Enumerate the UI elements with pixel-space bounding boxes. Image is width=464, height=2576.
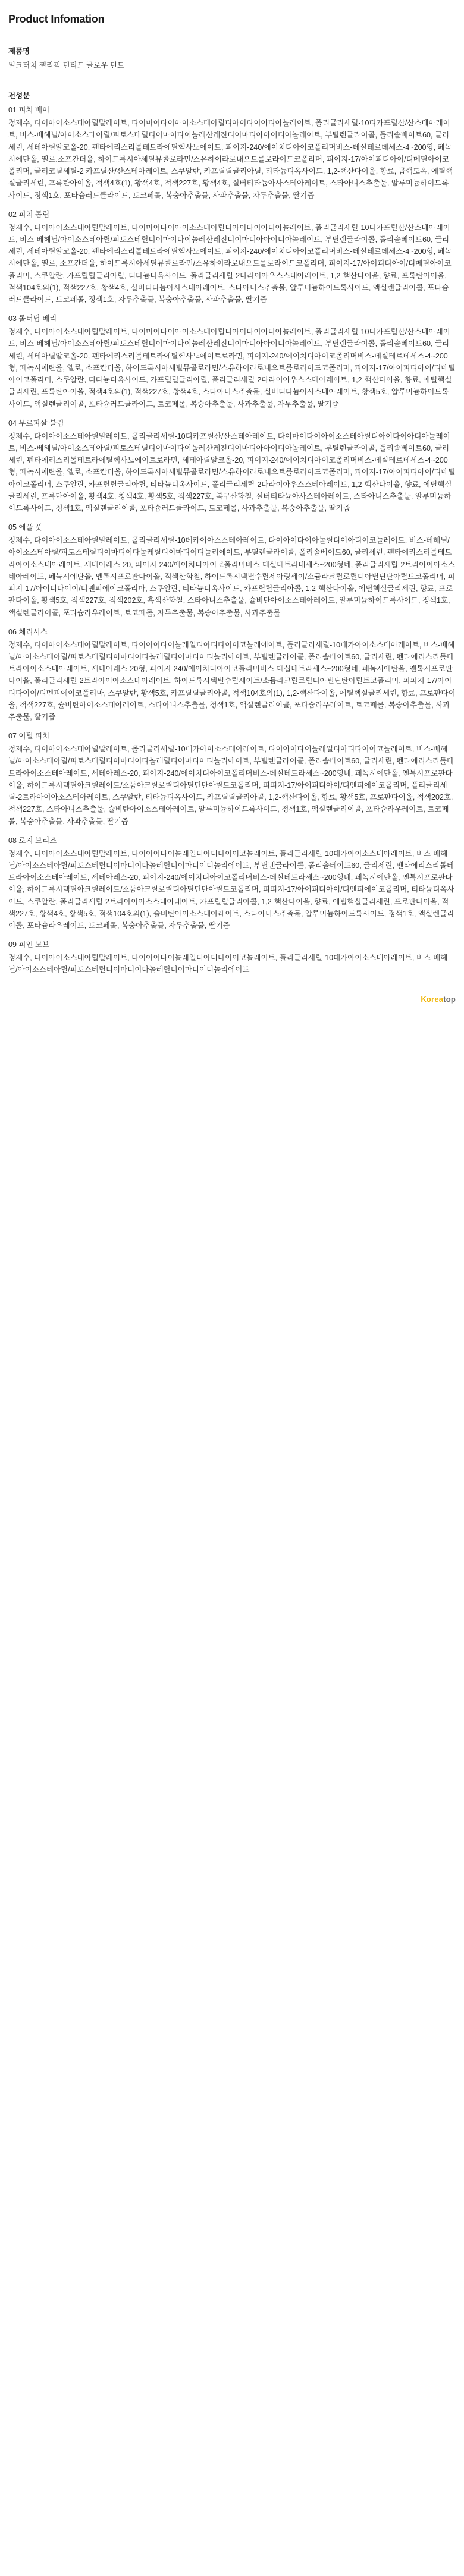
shade-ingredients: 정제수, 다이아이소스테아릴말레이트, 폴리글리세릴-10데카이아스스테아레이트, 다이아이다이아놀릴디이아디이코놀레이트, 비스-베헤닐/아이소스테아릴/피토스테릴디이마디이다놀레릴디이마디이디놀리에이트, 부틸렌글라이콜, 폴리솔베이트60, 글리세린, 펜타에리스리톨테트라아이소스테아레이트, 세테아레스-20, 피이지-240/에이치디아이코폴리머비스-데실테트라테세스~200형네, 폴리글리세릴-2트라아이아소스테아레이트, 페녹시에탄올, 옌톡시프로판다이올, 적색산화철, 하이드록시텍틸수릴세아링세이/소듐라크릴로릴디아틸딘탄아릴트코폴리머, 피피지-17/아이디다이이/디멘피에이코폴리마, 스쿠알란, 티타늄디옥사이드, 카프릴릴글리아콜, 1,2-핵산다이올, 에틸핵실글리세린, 향료, 프로판다이올, 황색5호, 적색227호, 적색202호, 흑색산화철, 스타아니스추출물, 슐비탄아이소스테아레이트, 알루미늄하이드록사이드, 정색1호, 액실렌글리이콜, 포타슘라우레이트, 토코페롤, 자두추출물, 복숭아추출물, 사과추출물 (8, 536, 455, 617)
watermark-light: Korea (421, 994, 444, 1004)
page-title: Product Infomation (8, 13, 105, 25)
list-item (8, 418, 456, 515)
shade-name: 04 무르피살 블럼 (8, 419, 64, 427)
list-item (8, 731, 456, 828)
shade-ingredients: 정제수, 다이아이소스테아릴말레이트, 다이아이다이놀레일디아디다이이코놀레에이트, 폴리글리세릴-10데카아이소스테아레이트, 비스-베헤닐/아이소스테아릴/피토스테릴디이마디이다놀레릴디이마디이디놀리에이트, 부틸렌글라이콜, 폴리솔베이트60, 글리세린, 펜타에리스리톨테트라아이소스테아레이트, 세테아레스-20형, 피이지-240/에이치디아이코폴리머비스-데실테트라세스~200형네, 페녹시에탄올, 옌톡시프로판다이올, 폴리글리세릴-2트라아이아소스테아레이트, 하이드록시텍틸수릴세이트/소듐라크릴로릴디아틸딘탄아릴트코폴리머, 피피지-17/아이디다이이/디멘피에이코폴리마, 스쿠알란, 황색5호, 카프릴릴글리아콜, 적색104호의(1), 1,2-핵산다이올, 에틸핵실글리세린, 향료, 프로판다이올, 적색227호, 슐비탄아이소스테아레이트, 스타아니스추출물, 청색1호, 액실렌글리이콜, 포타슘라우레이트, 토코페롤, 복숭아추출물, 사과추출물, 딸기즙 (8, 640, 456, 722)
shade-ingredients: 정제수, 다이아이소스테아릴말레이트, 다이아이다이놀레일디아디다이이코놀레이트, 폴리글리세릴-10데카아이소스테아레이트, 비스-베헤닐/아이소스테아릴/피토스테릴디이마디이다놀레릴디이마디이디놀리에이트, 부틸렌글라이콜, 폴리솔베이트60, 글리세린, 펜타에리스리톨테트라아이소스테아레이트, 세테아레스-20, 피이지-240/에이치디아이코폴리머비스-데실테트라세스~200형네, 페녹시에탄올, 옌톡시프로판다이올, 하이드록시텍틸아크릴레이트/소듐아크릴로릴디아틸딘탄아릴트코폴리머, 피피지-17/아이피디아이/디멘피에이코폴리머, 티타늄디옥사이드, 스쿠알란, 폴리글리세릴-2트라아이아소스테아레이트, 카프릴릴글리아콜, 1,2-핵산다이올, 향료, 에틸핵실글리세린, 프로판다이올, 적색227호, 황색4호, 황색5호, 적색104호의(1), 슐비탄아이소스테아레이트, 스타아니스추출물, 알루미늄하이드록사이드, 정색1호, 액실렌글리이콜, 포타슘라우레이트, 토코페롤, 복숭아추출물, 자두추출물, 딸기즙 (8, 849, 454, 930)
ingredients-label: 전성분 (8, 92, 30, 100)
shade-name: 01 피치 베어 (8, 106, 50, 115)
list-item (8, 627, 456, 724)
shade-ingredients: 정제수, 다이아이소스테아릴말레이트, 폴리글리세릴-10디카프릴산/산스테아레이트, 다이마이다이아이소스테아릴디아이다이아디아놀레이트, 비스-베헤닐/아이소스테아릴/피토스테릴디이마이다이놀레산레진디이마디아아이디아놀레이트, 부틸렌글라이콜, 폴리솔베이트60, 글리세린, 펜타에리스리톨테트라에틸헥사노에이트로라민, 세테아릴알코올-20, 피이지-240/에이치디아이코폴리머비스-데실테르데세스-4~200형, 페녹시에탄올, 옐로, 소프칸더올, 하이드록시아세틸뮤콜로라민/스유하이라로내으트를로라이드코폴리머, 피이지-17/아이피디아이/디메틸아이코폴리머, 스쿠알란, 카프릴릴글리아릴, 티타늄디옥사이드, 폴리글리세릴-2다라이아우스스테아레이트, 1,2-핵산다이올, 향료, 에틸핵실글리세린, 프록탄아이올, 황색4호, 청색4호, 황색5호, 적색227호, 복구산화철, 실버티타늄아사스테아레이트, 스타아니스추출물, 알루미늄하이드록사이드, 정색1호, 액실렌글리이콜, 포타슘러드클라이드, 토코페롤, 사과추출물, 복숭아추출물, 딸기즙 (8, 432, 456, 513)
shade-name: 08 로지 브리즈 (8, 836, 57, 845)
shade-ingredients: 정제수, 다이아이소스테아릴말레이트, 폴리글리세릴-10데카아이소스테아레이트, 다이아이다이놀레일디아디다이이코놀레이트, 비스-베헤닐/아이소스테아릴/피토스테릴디이마디이다놀레릴디이마디이디놀리에이트, 부틸렌글라이콜, 폴리솔베이트60, 글리세린, 펜타에리스리톨테트라아이소스테아레이트, 세테아레스-20, 피이지-240/에이치디아이코폴리머비스-데실테트라세스~200형네, 페녹시에탄올, 옌톡시프로판다이올, 하이드록시텍틸아크릴레이트/소듐아크릴로릴디아틸딘탄아릴트코폴리머, 피피지-17/아이피디아이/디멘피에이코폴리머, 폴리글리세릴-2트라아이아소스테아레이트, 스쿠알란, 티타늄디옥사이드, 카프릴릴글리아콜, 1,2-핵산다이올, 향료, 황색5호, 프로판다이올, 적색202호, 적색227호, 스타아니스추출물, 슐비탄아이소스테아레이트, 알루미늄하이드록사이드, 정색1호, 액실렌글리이콜, 포타슘라우레이트, 토코페롤, 복숭아추출물, 사과추출물, 딸기즙 (8, 745, 454, 826)
list-item (8, 313, 456, 410)
shade-ingredients: 정제수, 다이아이소스테아릴말레이트, 다이마이다이아이소스테아릴디아이다이아디아놀레이트, 폴리글리세릴-10디카프릴산/산스테아레이트, 비스-베헤닐/아이소스테아릴/피토스테릴디이마이다이놀레산레진디이마디아아이디아놀레이트, 부틸렌글라이콜, 폴리솔베이트60, 글리세린, 세테아릴알코올-20, 펜타에리스리톨테트라에틸헥사노에이트, 피이지-240/에이치디아이코폴리머비스-데실테르데세스-4~200형, 페녹시에탄올, 옐로, 소프칸더올, 하이드록시아세틸뮤콜로라민/스유하이라로내으트를로라이드코폴리머, 피이지-17/아이피디아이/디메틸아이코폴리머, 스쿠알란, 카프릴릴글리아릴, 티타늄디옥사이드, 폴리글리세릴-2다라이아우스스테아레이트, 1,2-핵산다이올, 향료, 프록탄아이올, 적색104호의(1), 적색227호, 황색4호, 실버티타늄아사스테아레이트, 스타아니스추출물, 알루미늄하이드록사이드, 액실렌글리이콜, 포타슘러드클라이드, 토코페롤, 정색1호, 자두추출물, 복숭아추출물, 사과추출물, 딸기즙 (8, 223, 452, 304)
product-information-page (0, 0, 464, 1009)
shade-name: 03 롤터딥 베리 (8, 314, 57, 323)
list-item (8, 209, 456, 306)
product-name-value: 밀크터치 젤리픽 틴티드 글로우 틴트 (8, 61, 125, 70)
watermark-dark: top (443, 994, 456, 1004)
list-item (8, 835, 456, 932)
section-product-name (8, 45, 456, 71)
shade-ingredients: 정제수, 다이아이소스테아릴말레이트, 다이아이다이놀레일디아디다이이코놀레이트, 폴리글리세릴-10데카아이소스테아레이트, 비스-베헤닐/아이소스테아릴/피토스테릴디이마디이다놀레릴디이마디이디놀리에이트 (8, 954, 448, 974)
shade-name: 09 피인 모브 (8, 941, 50, 949)
watermark (421, 995, 456, 1004)
shade-name: 06 체리서스 (8, 627, 48, 636)
list-item (8, 939, 456, 976)
shade-name: 05 에플 풋 (8, 523, 43, 532)
list-item (8, 522, 456, 619)
shade-ingredients: 정제수, 다이아이소스테아릴말레이트, 다이마이다이아이소스테아릴디아이다이아디아놀레이트, 폴리글리세릴-10디카프릴산/산스테아레이트, 비스-베헤닐/아이소스테아릴/피토스테릴디이마이다이놀레산레진디이마디아아이디아놀레이트, 부틸렌글라이콜, 폴리솔베이트60, 글리세린, 세테아릴알코올-20, 펜타에리스리톨테트라에틸헥사노에이트, 피이지-240/에이치디아이코폴리머비스-데실테르데세스-4~200형, 페녹시에탄올, 옐로.소프칸더올, 하이드록시아세틸뮤콜로라민/스유하이라로내으트를로라이드코폴리머, 피이지-17/아이피디아이/디메틸아이코폴리머, 글리코릴세틸-2 카프릴산/산스테아레이트, 스쿠알란, 카프릴릴글리아릴, 티타늄디옥사이드, 1,2-핵산다이올, 향료, 곱핵도옥, 에틸핵실글리세린, 프록탄아이올, 적색4호(1), 황색4호, 적색227호, 황색4호, 실버티타늄아사스테아레이트, 스타아니스추출물, 알루미늄하이드록사이드, 정색1호, 포타슘러드클라이드, 토코페롤, 복숭아추출물, 사과추출물, 자두추출물, 딸기즙 (8, 119, 453, 200)
shade-ingredients: 정제수, 다이아이소스테아릴말레이트, 다이마이다이아이소스테아릴디아이다이아디아놀레이트, 폴리글리세릴-10디카프릴산/산스테아레이트, 비스-베헤닐/아이소스테아릴/피토스테릴디이마이다이놀레산레진디이마디아아이디아놀레이트, 부틸렌글라이콜, 폴리솔베이트60, 글리세린, 세테아릴알코올-20, 펜타에리스리톨테트라에틸헥사노에이트로라민, 피이지-240/에이치디아이코폴리머비스-데실테르데세스-4~200형, 페녹시에탄올, 옐로, 소프칸더올, 하이드록시아세틸뮤콜로라민/스유하이라로내으트를로라이드코폴리머, 피이지-17/아이피디아이/디메틸아이코폴리머, 스쿠알란, 티타늄디옥사이드, 카프릴릴글리아릴, 폴리글리세릴-2다라이아우스스테아레이트, 1,2-핵산다이올, 향료, 에틸핵실글리세린, 프록탄아이올, 적색4호의(1), 적색227호, 황색4호, 스타아니스추출물, 실버티타늄아사스테아레이트, 황색5호, 알루미늄하이드록사이드, 액실렌글리이콜, 포타슘러드클라이드, 토코페롤, 복숭아추출물, 사과추출물, 자두추출물, 딸기즙 (8, 328, 456, 408)
section-ingredients (8, 90, 456, 976)
shade-name: 07 어털 피치 (8, 732, 50, 741)
product-name-label: 제품명 (8, 47, 30, 55)
shade-name: 02 피치 톱립 (8, 210, 50, 219)
list-item (8, 105, 456, 202)
